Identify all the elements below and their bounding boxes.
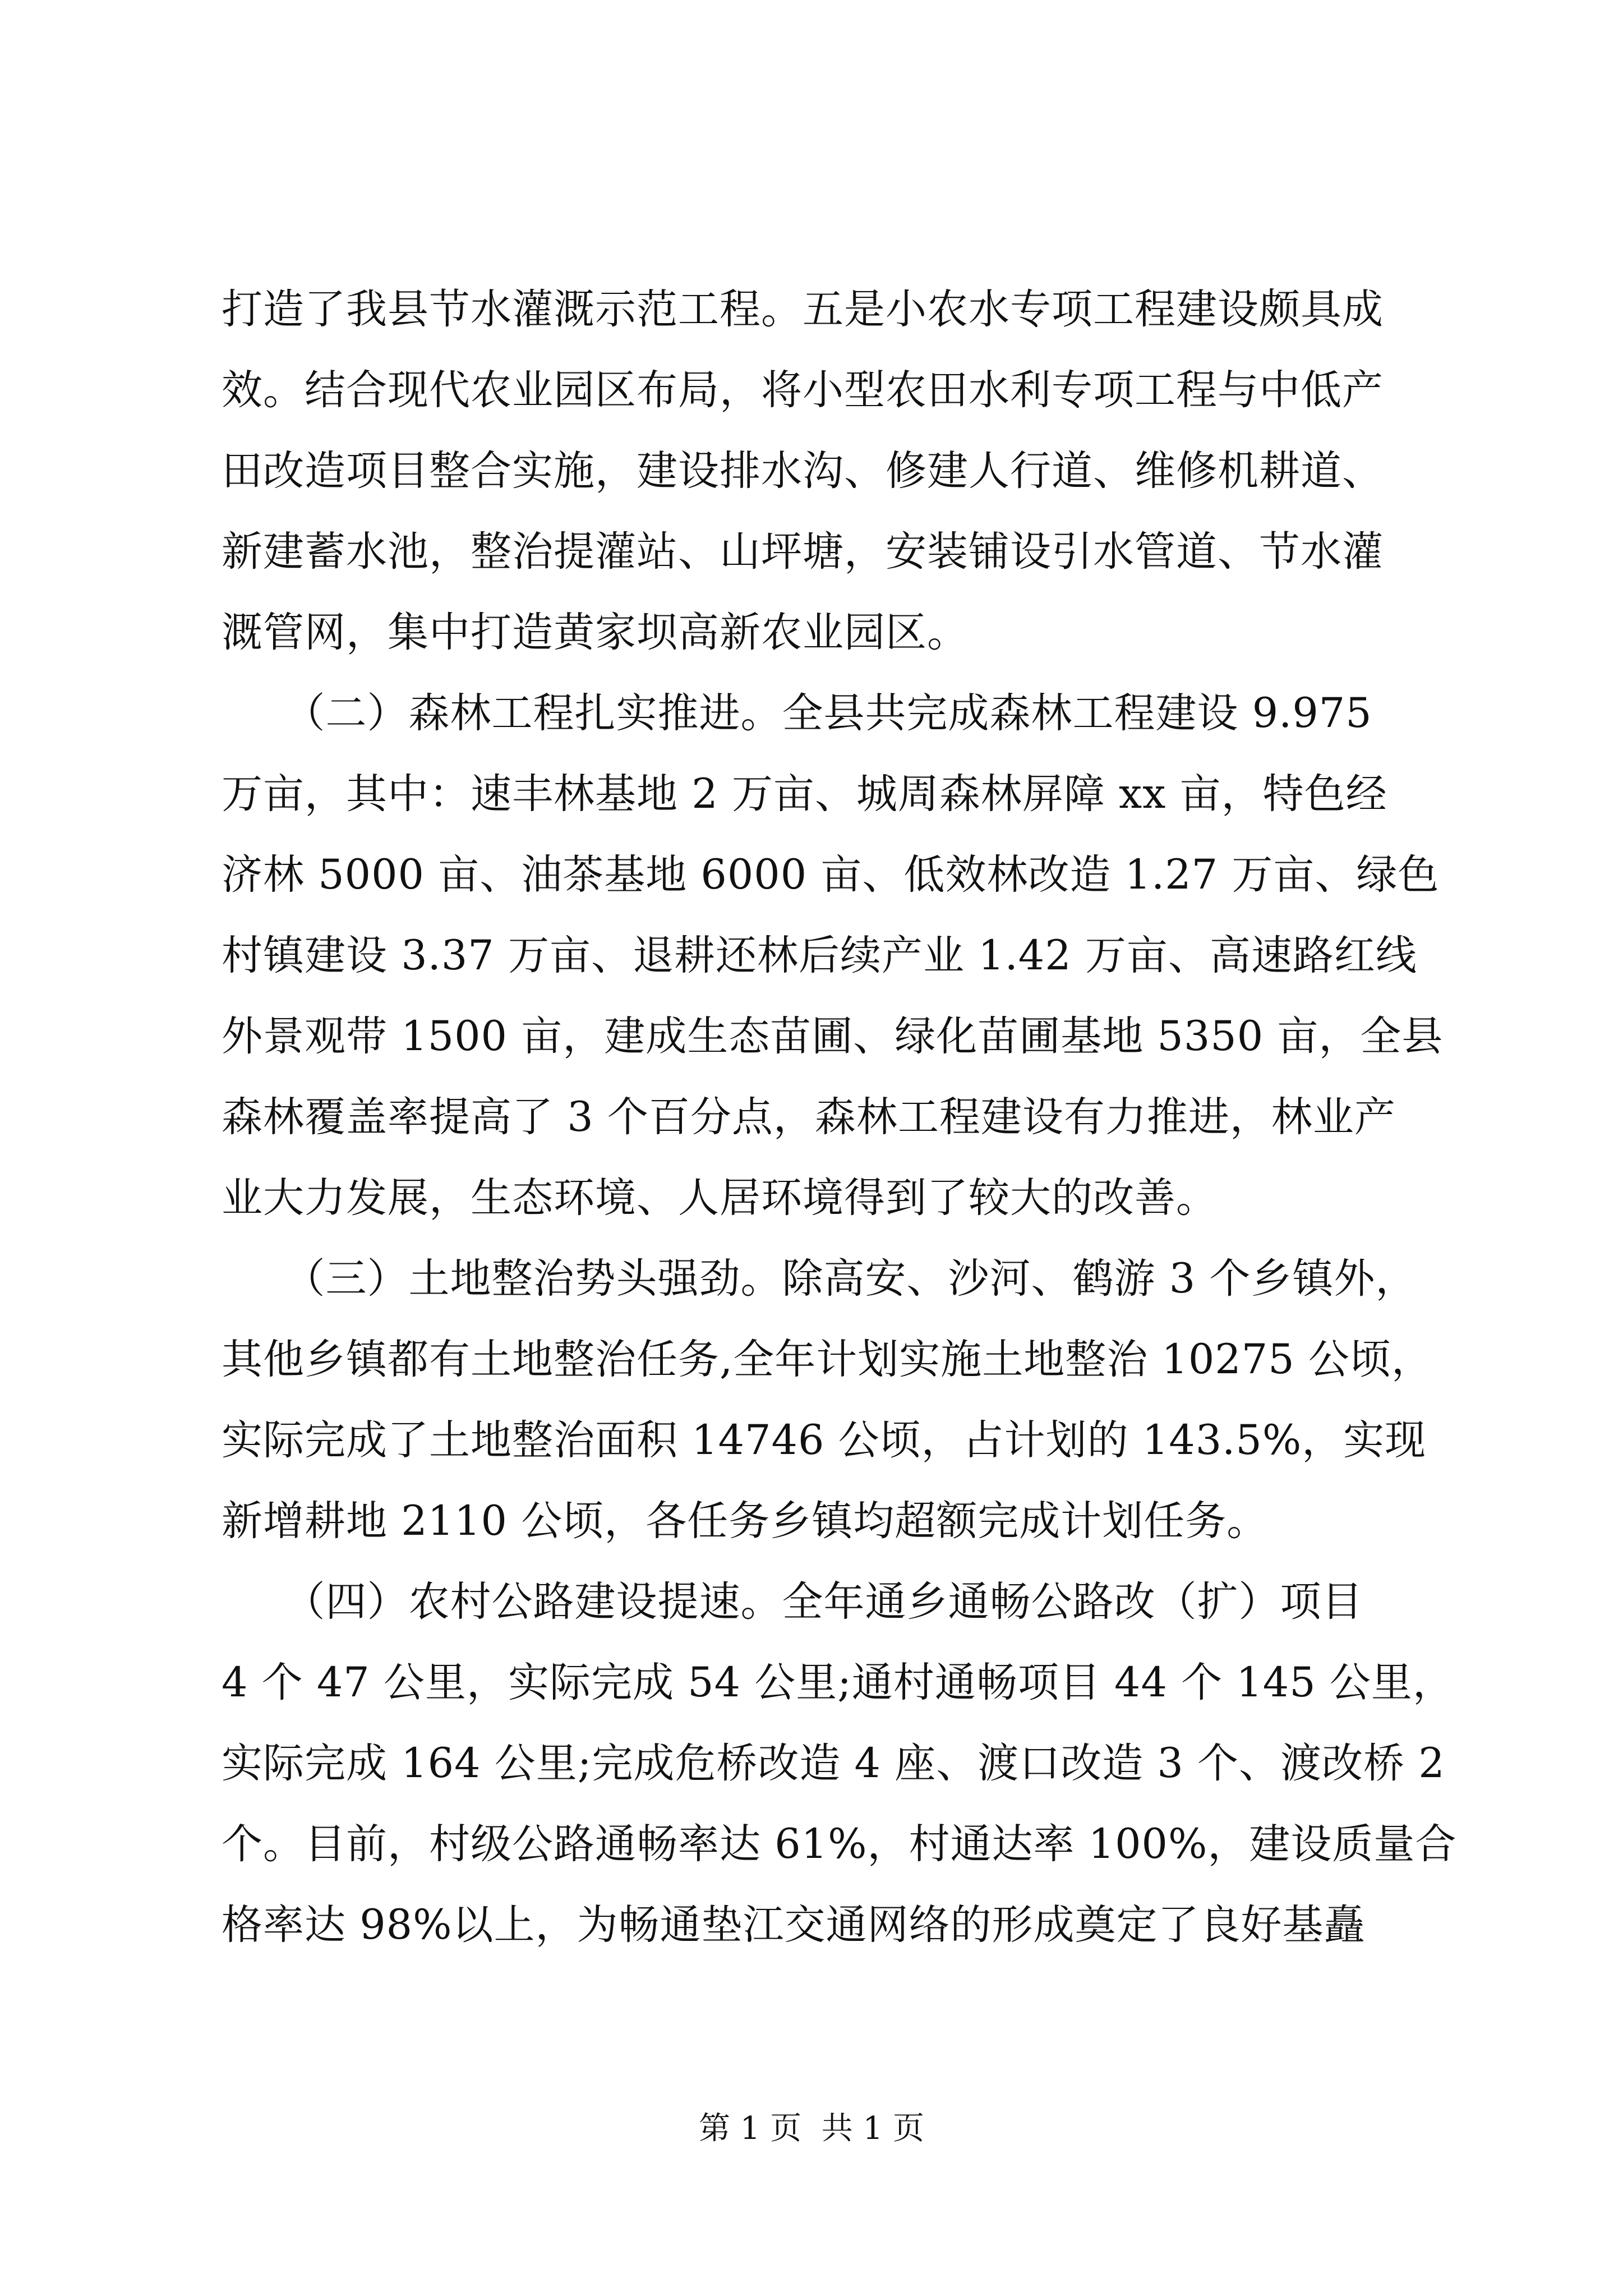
text-line: 万亩，其中：速丰林基地 2 万亩、城周森林屏障 xx 亩，特色经: [222, 770, 1387, 818]
text-line: （四）农村公路建设提速。全年通乡通畅公路改（扩）项目: [222, 1578, 1363, 1626]
text-line: 格率达 98%以上，为畅通垫江交通网络的形成奠定了良好基矗: [222, 1901, 1366, 1949]
document-body: [222, 269, 1457, 1966]
text-line: 效。结合现代农业园区布局，将小型农田水利专项工程与中低产: [222, 366, 1384, 414]
text-line: 田改造项目整合实施，建设排水沟、修建人行道、维修机耕道、: [222, 447, 1384, 495]
text-line: 其他乡镇都有土地整治任务,全年计划实施土地整治 10275 公顷，: [222, 1336, 1433, 1383]
text-line: 新建蓄水池，整治提灌站、山坪塘，安装铺设引水管道、节水灌: [222, 528, 1384, 576]
text-line: 村镇建设 3.37 万亩、退耕还林后续产业 1.42 万亩、高速路红线: [222, 932, 1417, 979]
text-line: 溉管网，集中打造黄家坝高新农业园区。: [222, 609, 969, 656]
text-line: 4 个 47 公里，实际完成 54 公里;通村通畅项目 44 个 145 公里，: [222, 1659, 1454, 1706]
page-footer: 第 1 页 共 1 页: [698, 2110, 925, 2147]
text-line: 济林 5000 亩、油茶基地 6000 亩、低效林改造 1.27 万亩、绿色: [222, 851, 1440, 899]
text-line: （二）森林工程扎实推进。全县共完成森林工程建设 9.975: [222, 689, 1372, 737]
text-line: 个。目前，村级公路通畅率达 61%，村通达率 100%，建设质量合: [222, 1820, 1457, 1868]
text-line: 业大力发展，生态环境、人居环境得到了较大的改善。: [222, 1174, 1218, 1222]
text-line: 新增耕地 2110 公顷，各任务乡镇均超额完成计划任务。: [222, 1497, 1269, 1545]
text-line: 实际完成了土地整治面积 14746 公顷，占计划的 143.5%，实现: [222, 1416, 1427, 1464]
text-line: 外景观带 1500 亩，建成生态苗圃、绿化苗圃基地 5350 亩，全县: [222, 1013, 1444, 1060]
text-line: 打造了我县节水灌溉示范工程。五是小农水专项工程建设颇具成: [222, 286, 1384, 333]
text-line: （三）土地整治势头强劲。除高安、沙河、鹤游 3 个乡镇外，: [222, 1255, 1417, 1303]
text-line: 实际完成 164 公里;完成危桥改造 4 座、渡口改造 3 个、渡改桥 2: [222, 1740, 1445, 1787]
text-line: 森林覆盖率提高了 3 个百分点，森林工程建设有力推进，林业产: [222, 1093, 1396, 1141]
